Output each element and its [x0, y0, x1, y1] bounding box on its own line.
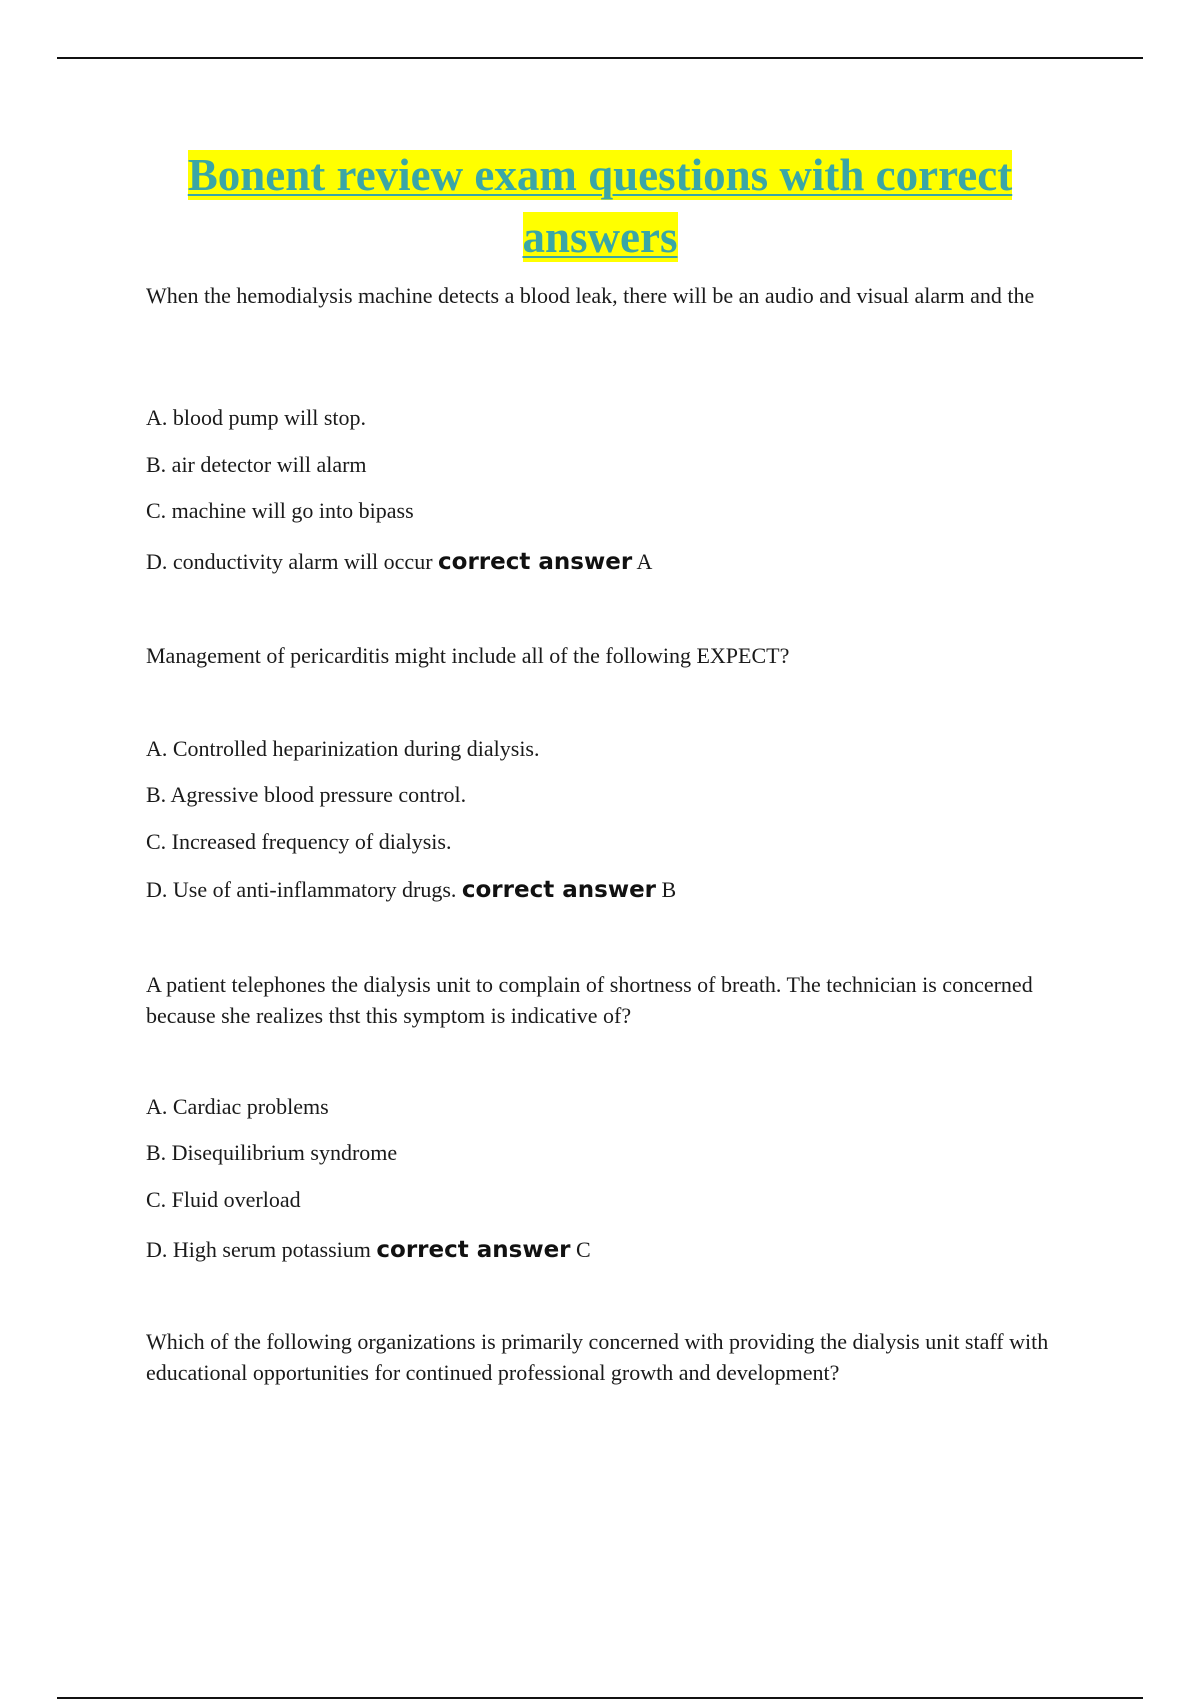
question-3-text: A patient telephones the dialysis unit to complain of shortness of breath. The technician is concerned because she realizes thst this symptom is indicative of?	[146, 972, 1033, 1028]
question-4-text: Which of the following organizations is primarily concerned with providing the dialysis unit staff with educational opportunities for continued professional growth and development?	[146, 1329, 1049, 1385]
question-1-option-c: C. machine will go into bipass	[146, 498, 414, 523]
question-3-option-d: D. High serum potassium	[146, 1237, 371, 1262]
title-line-2: answers	[522, 212, 678, 262]
title-line-1: Bonent review exam questions with correct	[187, 150, 1013, 200]
question-3-option-d-row	[146, 1235, 1096, 1265]
question-2-option-d: D. Use of anti-inflammatory drugs.	[146, 877, 457, 902]
question-3-answer: C	[576, 1237, 591, 1262]
correct-answer-label: correct answer	[438, 549, 633, 575]
correct-answer-label: correct answer	[376, 1237, 571, 1263]
question-3-option-b: B. Disequilibrium syndrome	[146, 1140, 398, 1165]
bottom-rule	[57, 1697, 1143, 1699]
question-1-answer: A	[636, 549, 653, 574]
question-2-answer: B	[661, 877, 677, 902]
question-1-option-d: D. conductivity alarm will occur	[146, 549, 433, 574]
question-3-option-c: C. Fluid overload	[146, 1187, 301, 1212]
question-2-option-a: A. Controlled heparinization during dialysis.	[146, 736, 540, 761]
document-title	[100, 144, 1100, 268]
question-2-option-c: C. Increased frequency of dialysis.	[146, 829, 452, 854]
question-2-option-b: B. Agressive blood pressure control.	[146, 782, 467, 807]
question-2-option-d-row	[146, 875, 1096, 905]
question-1-text: When the hemodialysis machine detects a blood leak, there will be an audio and visual alarm and the	[146, 283, 1035, 308]
correct-answer-label: correct answer	[461, 877, 657, 903]
question-3-option-a: A. Cardiac problems	[146, 1094, 329, 1119]
question-2-text: Management of pericarditis might include all of the following EXPECT?	[146, 643, 790, 668]
question-1-option-b: B. air detector will alarm	[146, 452, 367, 477]
question-1-option-d-row	[146, 547, 1096, 577]
top-rule	[57, 57, 1143, 59]
question-1-option-a: A. blood pump will stop.	[146, 405, 367, 430]
